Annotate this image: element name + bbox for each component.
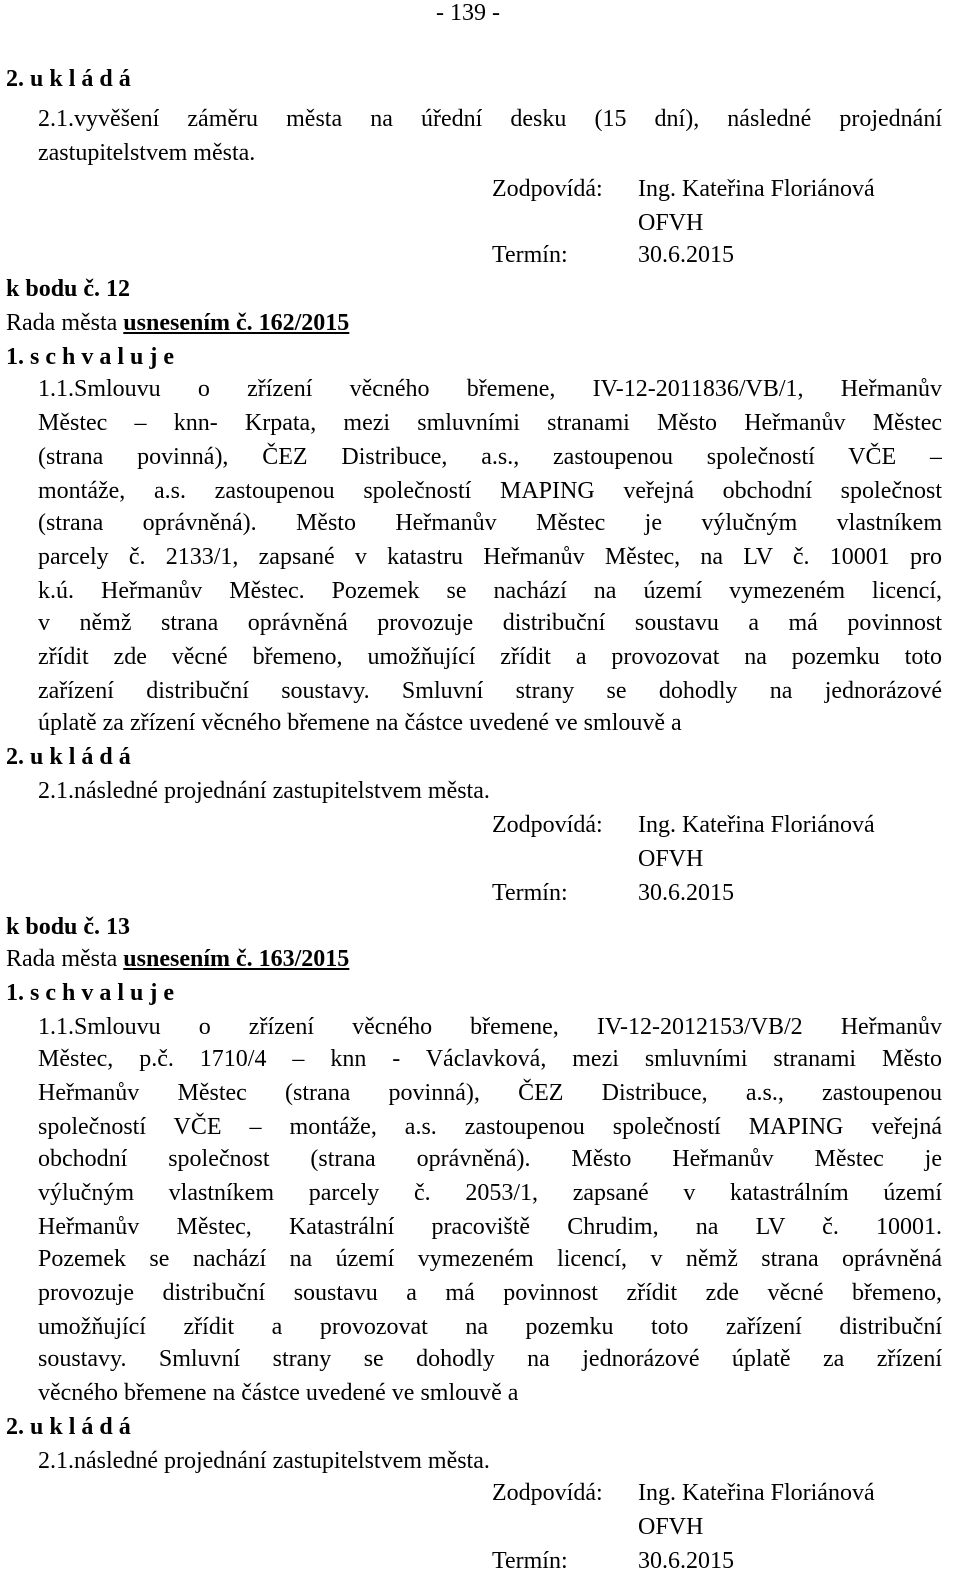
responsible-department: OFVH xyxy=(638,846,704,872)
deadline-date: 30.6.2015 xyxy=(638,1548,734,1574)
agenda-item-heading: k bodu č. 13 xyxy=(6,914,131,940)
task-line: 2.1.následné projednání zastupitelstvem města. xyxy=(38,1448,490,1474)
resolution-line xyxy=(6,942,349,976)
resolution-number: usnesením č. 162/2015 xyxy=(123,310,350,336)
ukladа-heading: 2. u k l á d á xyxy=(6,66,131,92)
text-line: montáže, a.s. zastoupenou společností MAPING veřejná obchodní společnost xyxy=(38,478,942,504)
responsible-name: Ing. Kateřina Floriánová xyxy=(638,176,875,202)
text-line: Heřmanův Městec, Katastrální pracoviště Chrudim, na LV č. 10001. xyxy=(38,1214,942,1240)
deadline-label: Termín: xyxy=(492,1548,568,1574)
responsible-name: Ing. Kateřina Floriánová xyxy=(638,1480,875,1506)
ukladа-heading: 2. u k l á d á xyxy=(6,744,131,770)
text-line: obchodní společnost (strana oprávněná). Město Heřmanův Městec je xyxy=(38,1146,942,1172)
text-line: soustavy. Smluvní strany se dohodly na jednorázové úplatě za zřízení xyxy=(38,1346,942,1372)
page-number: - 139 - xyxy=(436,0,500,26)
text-line: (strana povinná), ČEZ Distribuce, a.s., zastoupenou společností VČE – xyxy=(38,444,942,470)
text-line: věcného břemene na částce uvedené ve smlouvě a xyxy=(38,1380,519,1406)
text-line: k.ú. Heřmanův Městec. Pozemek se nachází na území vymezeném licencí, xyxy=(38,578,942,604)
approves-heading: 1. s c h v a l u j e xyxy=(6,980,174,1006)
task-line: 2.1.následné projednání zastupitelstvem města. xyxy=(38,778,490,804)
text-line: Městec – knn- Krpata, mezi smluvními stranami Město Heřmanův Městec xyxy=(38,410,942,436)
text-line: úplatě za zřízení věcného břemene na částce uvedené ve smlouvě a xyxy=(38,710,682,736)
responsible-department: OFVH xyxy=(638,1514,704,1540)
responsible-label: Zodpovídá: xyxy=(492,812,603,838)
text-line: provozuje distribuční soustavu a má povinnost zřídit zde věcné břemeno, xyxy=(38,1280,942,1306)
text-line: parcely č. 2133/1, zapsané v katastru Heřmanův Městec, na LV č. 10001 pro xyxy=(38,544,942,570)
agenda-item-heading: k bodu č. 12 xyxy=(6,276,131,302)
text-line: 1.1.Smlouvu o zřízení věcného břemene, IV-12-2012153/VB/2 Heřmanův xyxy=(38,1014,942,1040)
text-line: společností VČE – montáže, a.s. zastoupenou společností MAPING veřejná xyxy=(38,1114,942,1140)
deadline-date: 30.6.2015 xyxy=(638,880,734,906)
resolution-line xyxy=(6,306,349,340)
text-line: Heřmanův Městec (strana povinná), ČEZ Distribuce, a.s., zastoupenou xyxy=(38,1080,942,1106)
text-line: umožňující zřídit a provozovat na pozemku toto zařízení distribuční xyxy=(38,1314,942,1340)
resolution-prefix: Rada města xyxy=(6,946,118,972)
text-line: (strana oprávněná). Město Heřmanův Městec je výlučným vlastníkem xyxy=(38,510,942,536)
ukladа-heading: 2. u k l á d á xyxy=(6,1414,131,1440)
text-line: 1.1.Smlouvu o zřízení věcného břemene, IV-12-2011836/VB/1, Heřmanův xyxy=(38,376,942,402)
text-line: Pozemek se nachází na území vymezeném licencí, v němž strana oprávněná xyxy=(38,1246,942,1272)
responsible-name: Ing. Kateřina Floriánová xyxy=(638,812,875,838)
text-line: Městec, p.č. 1710/4 – knn - Václavková, mezi smluvními stranami Město xyxy=(38,1046,942,1072)
approves-heading: 1. s c h v a l u j e xyxy=(6,344,174,370)
deadline-label: Termín: xyxy=(492,242,568,268)
responsible-label: Zodpovídá: xyxy=(492,176,603,202)
text-line: zařízení distribuční soustavy. Smluvní strany se dohodly na jednorázové xyxy=(38,678,942,704)
responsible-label: Zodpovídá: xyxy=(492,1480,603,1506)
resolution-number: usnesením č. 163/2015 xyxy=(123,946,350,972)
deadline-label: Termín: xyxy=(492,880,568,906)
deadline-date: 30.6.2015 xyxy=(638,242,734,268)
task-line: zastupitelstvem města. xyxy=(38,140,256,166)
text-line: zřídit zde věcné břemeno, umožňující zřídit a provozovat na pozemku toto xyxy=(38,644,942,670)
text-line: v němž strana oprávněná provozuje distribuční soustavu a má povinnost xyxy=(38,610,942,636)
responsible-department: OFVH xyxy=(638,210,704,236)
task-line: 2.1.vyvěšení záměru města na úřední desku (15 dní), následné projednání xyxy=(38,106,942,132)
resolution-prefix: Rada města xyxy=(6,310,118,336)
text-line: výlučným vlastníkem parcely č. 2053/1, zapsané v katastrálním území xyxy=(38,1180,942,1206)
